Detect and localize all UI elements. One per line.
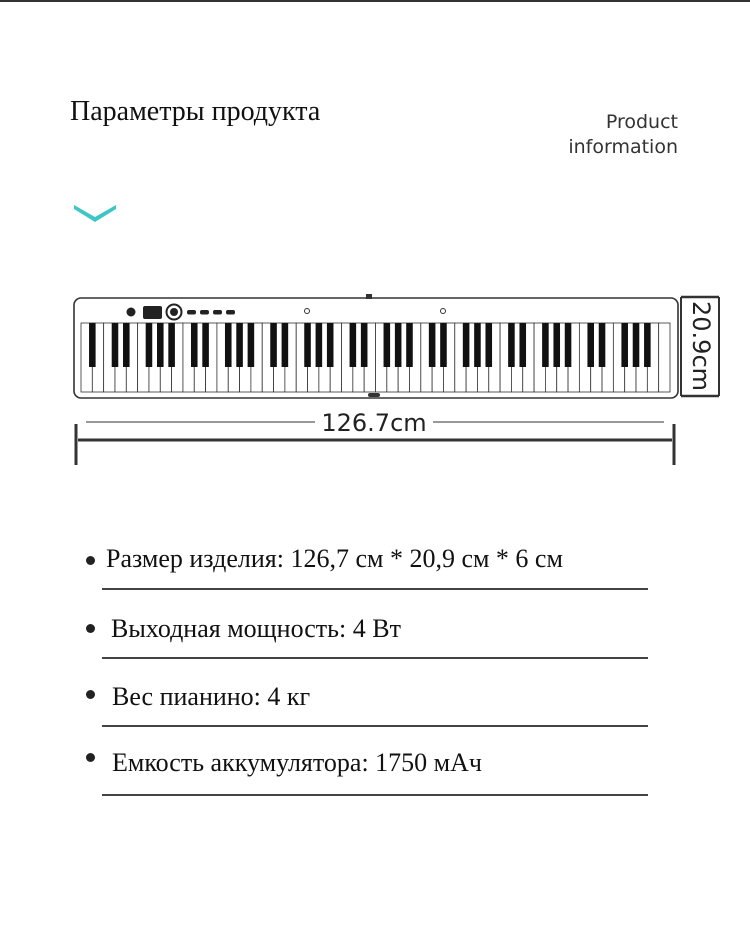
black-key: [621, 323, 628, 367]
black-key: [248, 323, 255, 367]
black-key: [304, 323, 311, 367]
black-key: [157, 323, 164, 367]
page-title: Параметры продукта: [70, 96, 321, 127]
black-key: [508, 323, 515, 367]
black-key: [644, 323, 651, 367]
black-key: [236, 323, 243, 367]
spec-label: Емкость аккумулятора: 1750 мАч: [112, 748, 482, 777]
spec-divider: [102, 657, 648, 659]
height-dimension-label: 20.9cm: [687, 300, 715, 392]
piano-dimension-figure: [0, 280, 750, 480]
chevron-down-icon: [72, 200, 118, 224]
black-key: [440, 323, 447, 367]
spec-divider: [102, 588, 648, 590]
black-key: [542, 323, 549, 367]
spec-item: [80, 534, 650, 594]
black-key: [282, 323, 289, 367]
spec-item: [80, 602, 650, 662]
spec-item: [80, 738, 650, 798]
piano-tab: [366, 294, 372, 299]
black-key: [112, 323, 119, 367]
black-key: [565, 323, 572, 367]
button-icon: [187, 310, 196, 315]
width-dimension-label: 126.7cm: [321, 409, 427, 437]
sensor-dot: [441, 309, 446, 314]
black-key: [553, 323, 560, 367]
black-key: [327, 323, 334, 367]
subtitle-line-1: Product: [605, 111, 678, 133]
bullet-icon: [86, 556, 95, 565]
black-key: [146, 323, 153, 367]
black-key: [191, 323, 198, 367]
black-key: [395, 323, 402, 367]
button-icon: [213, 310, 222, 315]
button-icon: [200, 310, 209, 315]
black-key: [519, 323, 526, 367]
sensor-dot: [305, 309, 310, 314]
black-key: [123, 323, 130, 367]
spec-divider: [102, 794, 648, 796]
black-key: [587, 323, 594, 367]
black-key: [202, 323, 209, 367]
black-key: [89, 323, 96, 367]
black-key: [168, 323, 175, 367]
black-key: [474, 323, 481, 367]
black-key: [350, 323, 357, 367]
keyboard-keys: [81, 323, 670, 392]
bullet-icon: [86, 624, 95, 633]
button-icon: [226, 310, 235, 315]
black-key: [225, 323, 232, 367]
top-border: [0, 0, 750, 2]
spec-label: Вес пианино: 4 кг: [112, 682, 311, 711]
black-key: [270, 323, 277, 367]
spec-item: [80, 670, 650, 730]
spec-divider: [102, 725, 648, 727]
black-key: [599, 323, 606, 367]
spec-label: Размер изделия: 126,7 см * 20,9 см * 6 см: [106, 544, 563, 573]
page-subtitle: [478, 110, 678, 160]
black-key: [633, 323, 640, 367]
black-key: [485, 323, 492, 367]
spec-label: Выходная мощность: 4 Вт: [111, 614, 401, 643]
power-icon: [127, 308, 136, 317]
bullet-icon: [86, 690, 95, 699]
piano-latch: [368, 393, 380, 397]
bullet-icon: [86, 753, 95, 762]
display-icon: [143, 306, 162, 319]
black-key: [463, 323, 470, 367]
black-key: [384, 323, 391, 367]
black-key: [316, 323, 323, 367]
black-key: [361, 323, 368, 367]
black-key: [406, 323, 413, 367]
black-key: [429, 323, 436, 367]
subtitle-line-2: information: [568, 136, 678, 158]
white-key: [659, 323, 670, 392]
